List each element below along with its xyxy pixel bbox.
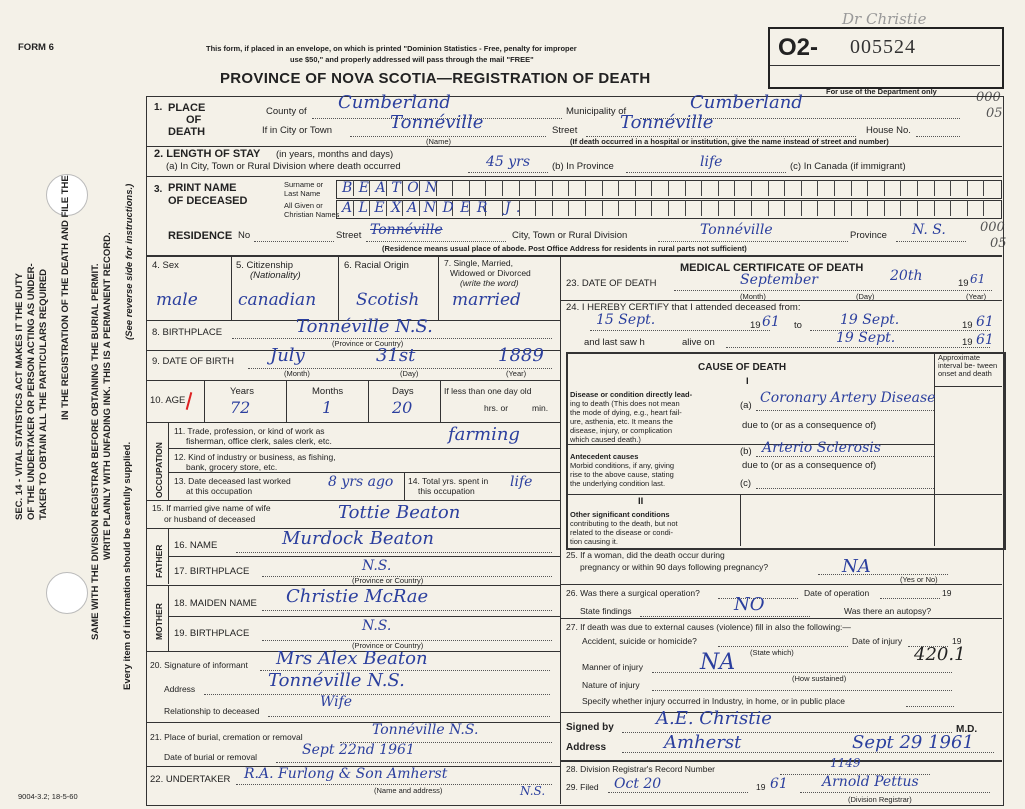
disease-label-4: ure, asthenia, etc. It means the xyxy=(570,417,673,426)
name-character-cell xyxy=(801,200,802,216)
marital-label-2: Widowed or Divorced xyxy=(450,268,531,278)
residence-province-value: N. S. xyxy=(912,222,946,238)
name-character-cell xyxy=(519,180,520,196)
mother-name-label: 18. MAIDEN NAME xyxy=(174,598,257,609)
disease-label-3: the mode of dying, e.g., heart fail- xyxy=(570,408,682,417)
cause-a-value: Coronary Artery Disease xyxy=(760,390,936,406)
sidebar-line-2: OF THE UNDERTAKER OR PERSON ACTING AS UNDER- xyxy=(26,263,37,520)
signed-label: Signed by xyxy=(566,722,614,733)
other-label-2: contributing to the death, but not xyxy=(570,519,678,528)
sidebar-line-7: (See reverse side for instructions.) xyxy=(124,183,135,340)
racial-value: Scotish xyxy=(356,290,420,310)
death-date-label: 23. DATE OF DEATH xyxy=(566,278,657,289)
name-character-cell xyxy=(701,180,702,196)
attended-from-prefix: 19 xyxy=(750,320,761,331)
residence-label: RESIDENCE xyxy=(168,230,233,242)
stay-label-note: (in years, months and days) xyxy=(276,149,394,160)
mother-birthplace-label: 19. BIRTHPLACE xyxy=(174,628,250,639)
registrar-caption: (Division Registrar) xyxy=(848,795,912,804)
external-label: 27. If death was due to external causes (violence) fill in also the following:— xyxy=(566,622,851,632)
print-code: 9004-3.2; 18-5-60 xyxy=(18,792,78,801)
name-character-cell xyxy=(983,200,984,216)
undertaker-label: 22. UNDERTAKER xyxy=(150,774,231,785)
last-saw-label: and last saw h xyxy=(584,337,645,348)
registration-number: 005524 xyxy=(850,36,916,58)
name-character-cell xyxy=(535,180,536,196)
last-worked-label-2: at this occupation xyxy=(186,486,253,496)
death-year-caption: (Year) xyxy=(966,292,987,301)
name-character-cell xyxy=(552,180,553,196)
section-one-label: I xyxy=(746,376,749,387)
father-birthplace-label: 17. BIRTHPLACE xyxy=(174,566,250,577)
deceased-label-2: OF DECEASED xyxy=(168,195,248,207)
surname-label-2: Last Name xyxy=(284,189,321,198)
name-character-cell xyxy=(651,200,652,216)
attended-to-year: 61 xyxy=(976,314,994,330)
undertaker-caption: (Name and address) xyxy=(374,786,443,795)
name-character-cell xyxy=(784,200,785,216)
name-character-cell xyxy=(718,180,719,196)
mail-notice-1: This form, if placed in an envelope, on which is printed "Dominion Statistics - Free, penalty for improper xyxy=(206,44,577,53)
dob-month-caption: (Month) xyxy=(284,369,310,378)
residence-street-label: Street xyxy=(336,230,362,241)
place-label-num: 1. xyxy=(154,102,163,113)
dept-code-b: 05 xyxy=(986,106,1003,121)
name-character-cell xyxy=(568,180,569,196)
alive-label: alive on xyxy=(682,337,715,348)
name-character-cell xyxy=(734,180,735,196)
deceased-label-num: 3. xyxy=(154,184,163,195)
operation-date-label: Date of operation xyxy=(804,588,870,598)
informant-address-label: Address xyxy=(164,684,196,694)
stay-province-label: (b) In Province xyxy=(552,161,614,172)
death-day-caption: (Day) xyxy=(856,292,875,301)
name-character-cell xyxy=(801,180,802,196)
name-character-cell xyxy=(602,180,603,196)
name-character-cell xyxy=(900,180,901,196)
surname-value: BEATON xyxy=(342,180,444,196)
specify-label: Specify whether injury occurred in Industry, in home, or in public place xyxy=(582,696,845,706)
stay-province-value: life xyxy=(700,154,723,170)
name-character-cell xyxy=(469,180,470,196)
sidebar-line-5: SAME WITH THE DIVISION REGISTRAR BEFORE OBTAINING THE BURIAL PERMIT. xyxy=(90,263,101,640)
name-character-cell xyxy=(585,180,586,196)
stay-city-value: 45 yrs xyxy=(486,154,531,170)
attended-to: 19 Sept. xyxy=(840,312,900,328)
name-character-cell xyxy=(685,200,686,216)
last-saw-prefix: 19 xyxy=(962,337,973,348)
form-number: FORM 6 xyxy=(18,42,54,53)
autopsy-label: Was there an autopsy? xyxy=(844,606,932,616)
antecedent-label-2: Morbid conditions, if any, giving xyxy=(570,461,675,470)
how-sustained-caption: (How sustained) xyxy=(792,674,847,683)
age-months-label: Months xyxy=(312,386,344,397)
dob-month: July xyxy=(270,345,305,366)
burial-date-value: Sept 22nd 1961 xyxy=(302,742,415,758)
name-character-cell xyxy=(618,200,619,216)
filed-value: Oct 20 xyxy=(614,776,662,792)
record-number-label: 28. Division Registrar's Record Number xyxy=(566,764,716,774)
last-worked-value: 8 yrs ago xyxy=(328,474,394,490)
citizenship-label: 5. Citizenship xyxy=(236,260,294,271)
relationship-value: Wife xyxy=(320,694,353,710)
citizenship-sub: (Nationality) xyxy=(250,270,301,281)
name-character-cell xyxy=(884,200,885,216)
trade-value: farming xyxy=(448,424,520,445)
less-day-label: If less than one day old xyxy=(444,386,532,396)
name-character-cell xyxy=(751,200,752,216)
wife-label-2: or husband of deceased xyxy=(164,514,256,524)
cause-b-label: (b) xyxy=(740,446,752,457)
name-character-cell xyxy=(967,200,968,216)
state-which-caption: (State which) xyxy=(750,648,794,657)
disease-label-6: which caused death.) xyxy=(570,435,641,444)
filed-year-prefix: 19 xyxy=(756,782,766,792)
relationship-label: Relationship to deceased xyxy=(164,706,260,716)
father-country-caption: (Province or Country) xyxy=(352,576,424,585)
name-character-cell xyxy=(485,180,486,196)
injury-date-label: Date of injury xyxy=(852,636,903,646)
last-worked-label: 13. Date deceased last worked xyxy=(174,476,291,486)
cause-title: CAUSE OF DEATH xyxy=(698,362,787,373)
sex-value: male xyxy=(156,290,198,310)
due-to-b: due to (or as a consequence of) xyxy=(742,460,877,471)
birthplace-caption: (Province or Country) xyxy=(332,339,404,348)
woman-label: 25. If a woman, did the death occur during xyxy=(566,550,725,560)
hrs-label: hrs. or xyxy=(484,403,509,413)
surgical-label: 26. Was there a surgical operation? xyxy=(566,588,700,598)
municipality-label: Municipality of xyxy=(566,106,627,117)
injury-date-prefix: 19 xyxy=(952,636,962,646)
industry-label-2: bank, grocery store, etc. xyxy=(186,462,278,472)
section-two-label: II xyxy=(638,496,644,507)
marital-value: married xyxy=(452,290,521,310)
death-month-caption: (Month) xyxy=(740,292,766,301)
dept-code-d: 05 xyxy=(990,236,1007,251)
last-saw-year: 61 xyxy=(976,332,994,348)
dob-year: 1889 xyxy=(498,345,544,366)
dob-label: 9. DATE OF BIRTH xyxy=(152,356,234,367)
sidebar-line-3: TAKER TO OBTAIN ALL THE PARTICULARS REQUIRED xyxy=(38,268,49,520)
name-character-cell xyxy=(817,200,818,216)
woman-value: NA xyxy=(842,556,871,577)
father-birthplace-value: N.S. xyxy=(362,558,392,574)
death-day: 20th xyxy=(890,268,923,284)
name-character-cell xyxy=(768,200,769,216)
other-label: Other significant conditions xyxy=(570,510,670,519)
mail-notice-2: use $50," and properly addressed will pass through the mail "FREE" xyxy=(290,55,534,64)
dob-year-caption: (Year) xyxy=(506,369,527,378)
age-label: 10. AGE xyxy=(150,395,186,406)
other-label-4: tion causing it. xyxy=(570,537,618,546)
attended-from: 15 Sept. xyxy=(596,312,656,328)
signed-value: A.E. Christie xyxy=(656,708,772,729)
last-saw-value: 19 Sept. xyxy=(836,330,896,346)
name-character-cell xyxy=(817,180,818,196)
min-label: min. xyxy=(532,403,549,413)
age-days-label: Days xyxy=(392,386,414,397)
trade-label-2: fisherman, office clerk, sales clerk, etc. xyxy=(186,436,332,446)
physician-address: Amherst xyxy=(664,732,742,753)
county-label: County of xyxy=(266,106,307,117)
wife-label: 15. If married give name of wife xyxy=(152,503,271,513)
name-character-cell xyxy=(602,200,603,216)
department-use-label: For use of the Department only xyxy=(826,87,937,96)
residence-no-label: No xyxy=(238,230,251,241)
name-character-cell xyxy=(851,180,852,196)
age-years-label: Years xyxy=(230,386,254,397)
residence-city-value: Tonnéville xyxy=(700,222,773,238)
cause-code-value: 420.1 xyxy=(914,644,966,665)
registrar-signature: Arnold Pettus xyxy=(822,774,919,790)
sex-label: 4. Sex xyxy=(152,260,179,271)
operation-date-prefix: 19 xyxy=(942,588,952,598)
mother-country-caption: (Province or Country) xyxy=(352,641,424,650)
name-character-cell xyxy=(950,200,951,216)
residence-province-label: Province xyxy=(850,230,887,241)
disease-label-5: disease, injury, or complication xyxy=(570,426,672,435)
name-character-cell xyxy=(768,180,769,196)
name-character-cell xyxy=(900,200,901,216)
residence-city-label: City, Town or Rural Division xyxy=(512,230,628,241)
cause-b-value: Arterio Sclerosis xyxy=(762,440,881,456)
father-side-label: FATHER xyxy=(154,544,164,578)
antecedent-label-4: the underlying condition last. xyxy=(570,479,666,488)
name-character-cell xyxy=(884,180,885,196)
industry-label: 12. Kind of industry or business, as fishing, xyxy=(174,452,336,462)
mother-side-label: MOTHER xyxy=(154,603,164,640)
name-character-cell xyxy=(834,200,835,216)
record-number-value: 1149 xyxy=(830,756,861,770)
stay-label: 2. LENGTH OF STAY xyxy=(154,148,261,160)
name-character-cell xyxy=(685,180,686,196)
name-character-cell xyxy=(618,180,619,196)
dob-day-caption: (Day) xyxy=(400,369,419,378)
total-years-label-2: this occupation xyxy=(418,486,475,496)
interval-label: Approximate interval be- tween onset and death xyxy=(938,353,998,378)
given-label-2: Christian Names xyxy=(284,210,340,219)
dept-code-c: 000 xyxy=(980,220,1005,235)
sidebar-line-1: SEC. 14 - VITAL STATISTICS ACT MAKES IT THE DUTY xyxy=(14,272,25,520)
name-character-cell xyxy=(668,200,669,216)
accident-label: Accident, suicide or homicide? xyxy=(582,636,697,646)
md-label: M.D. xyxy=(956,724,978,735)
place-label-2: OF xyxy=(186,114,202,126)
name-character-cell xyxy=(917,180,918,196)
city-value: Tonnéville xyxy=(390,112,484,133)
residence-street-value: Tonnéville xyxy=(370,222,443,238)
death-month: September xyxy=(740,272,818,288)
certify-label: 24. I HEREBY CERTIFY that I attended deceased from: xyxy=(566,302,801,313)
name-character-cell xyxy=(718,200,719,216)
manner-value: NA xyxy=(700,650,736,675)
name-character-cell xyxy=(867,200,868,216)
attended-from-year: 61 xyxy=(762,314,780,330)
name-character-cell xyxy=(934,180,935,196)
state-findings-label: State findings xyxy=(580,606,632,616)
citizenship-value: canadian xyxy=(238,290,317,310)
age-months-value: 1 xyxy=(322,398,333,417)
name-character-cell xyxy=(967,180,968,196)
dob-day: 31st xyxy=(376,345,416,366)
name-character-cell xyxy=(668,180,669,196)
top-note: Dr Christie xyxy=(842,10,927,28)
name-character-cell xyxy=(851,200,852,216)
given-label: All Given or xyxy=(284,201,323,210)
place-label: PLACE xyxy=(168,102,206,114)
county-value: Cumberland xyxy=(338,92,451,113)
name-character-cell xyxy=(502,180,503,196)
disease-label: Disease or condition directly lead- xyxy=(570,390,693,399)
marital-label: 7. Single, Married, xyxy=(444,258,513,268)
registration-prefix: O2- xyxy=(778,34,819,61)
sidebar-line-8: Every item of information should be carefully supplied. xyxy=(122,441,133,690)
name-character-cell xyxy=(934,200,935,216)
deceased-label: PRINT NAME xyxy=(168,182,237,194)
death-year: 61 xyxy=(970,272,986,286)
street-label: Street xyxy=(552,125,578,136)
stay-city-label: (a) In City, Town or Rural Division where death occurred xyxy=(166,161,401,172)
birthplace-value: Tonnéville N.S. xyxy=(296,316,433,337)
punch-hole-bottom xyxy=(46,572,88,614)
father-name-value: Murdock Beaton xyxy=(282,528,434,549)
city-label: If in City or Town xyxy=(262,125,333,136)
name-character-cell xyxy=(552,200,553,216)
cause-c-label: (c) xyxy=(740,478,752,489)
death-year-prefix: 19 xyxy=(958,278,969,289)
dept-code-a: 000 xyxy=(976,90,1001,105)
residence-note: (Residence means usual place of abode. Post Office Address for residents in rural parts not sufficient) xyxy=(382,244,747,253)
cause-a-label: (a) xyxy=(740,400,752,411)
medical-title: MEDICAL CERTIFICATE OF DEATH xyxy=(680,262,864,274)
form-title: PROVINCE OF NOVA SCOTIA—REGISTRATION OF DEATH xyxy=(220,70,651,87)
mother-name-value: Christie McRae xyxy=(286,586,429,607)
name-character-cell xyxy=(568,200,569,216)
name-character-cell xyxy=(585,200,586,216)
surname-label: Surname or xyxy=(284,180,324,189)
surgical-value: NO xyxy=(734,594,765,615)
physician-address-label: Address xyxy=(566,742,607,753)
age-days-value: 20 xyxy=(392,398,413,417)
burial-date-label: Date of burial or removal xyxy=(164,752,258,762)
name-character-cell xyxy=(950,180,951,196)
name-character-cell xyxy=(917,200,918,216)
manner-label: Manner of injury xyxy=(582,662,643,672)
birthplace-label: 8. BIRTHPLACE xyxy=(152,327,223,338)
yes-no-caption: (Yes or No) xyxy=(900,575,938,584)
occupation-side-label: OCCUPATION xyxy=(154,442,164,498)
attended-to-prefix: 19 xyxy=(962,320,973,331)
to-label: to xyxy=(794,320,802,331)
name-character-cell xyxy=(834,180,835,196)
stay-canada-label: (c) In Canada (if immigrant) xyxy=(790,161,906,172)
trade-label: 11. Trade, profession, or kind of work as xyxy=(174,426,325,436)
name-character-cell xyxy=(734,200,735,216)
place-label-3: DEATH xyxy=(168,126,206,138)
undertaker-value: R.A. Furlong & Son Amherst xyxy=(244,766,448,782)
age-years-value: 72 xyxy=(230,398,251,417)
filed-label: 29. Filed xyxy=(566,782,599,792)
municipality-value: Cumberland xyxy=(690,92,803,113)
name-character-cell xyxy=(452,180,453,196)
antecedent-label-3: rise to the above cause, stating xyxy=(570,470,674,479)
hospital-note: (If death occurred in a hospital or institution, give the name instead of street and number) xyxy=(570,137,889,146)
sidebar-line-6: WRITE PLAINLY WITH UNFADING INK. THIS IS A PERMANENT RECORD. xyxy=(102,232,113,560)
total-years-label: 14. Total yrs. spent in xyxy=(408,476,489,486)
antecedent-label: Antecedent causes xyxy=(570,452,639,461)
due-to-a: due to (or as a consequence of) xyxy=(742,420,877,431)
undertaker-value-2: N.S. xyxy=(520,784,546,798)
woman-label-2: pregnancy or within 90 days following pregnancy? xyxy=(580,562,769,572)
name-character-cell xyxy=(635,200,636,216)
other-label-3: related to the disease or condi- xyxy=(570,528,673,537)
mother-birthplace-value: N.S. xyxy=(362,618,392,634)
name-character-cell xyxy=(651,180,652,196)
sidebar-line-4: IN THE REGISTRATION OF THE DEATH AND FILE THE xyxy=(60,175,71,420)
marital-label-3: (write the word) xyxy=(460,278,519,288)
name-character-cell xyxy=(635,180,636,196)
nature-label: Nature of injury xyxy=(582,680,640,690)
filed-year: 61 xyxy=(770,776,788,792)
name-character-cell xyxy=(535,200,536,216)
disease-label-2: ing to death (This does not mean xyxy=(570,399,680,408)
father-name-label: 16. NAME xyxy=(174,540,218,551)
informant-address: Tonnéville N.S. xyxy=(268,670,405,691)
given-name-value: ALEXANDER J. xyxy=(342,200,527,216)
street-value: Tonnéville xyxy=(620,112,714,133)
name-character-cell xyxy=(784,180,785,196)
informant-signature-label: 20. Signature of informant xyxy=(150,660,248,670)
wife-value: Tottie Beaton xyxy=(338,502,461,523)
total-years-value: life xyxy=(510,474,533,490)
racial-label: 6. Racial Origin xyxy=(344,260,409,271)
name-character-cell xyxy=(751,180,752,196)
house-label: House No. xyxy=(866,125,911,136)
name-character-cell xyxy=(867,180,868,196)
name-character-cell xyxy=(701,200,702,216)
physician-address-date: Sept 29 1961 xyxy=(852,732,974,753)
burial-place-label: 21. Place of burial, cremation or removal xyxy=(150,732,303,742)
burial-place-value: Tonnéville N.S. xyxy=(372,722,479,738)
informant-signature: Mrs Alex Beaton xyxy=(276,648,428,669)
city-name-caption: (Name) xyxy=(426,137,452,146)
name-character-cell xyxy=(983,180,984,196)
